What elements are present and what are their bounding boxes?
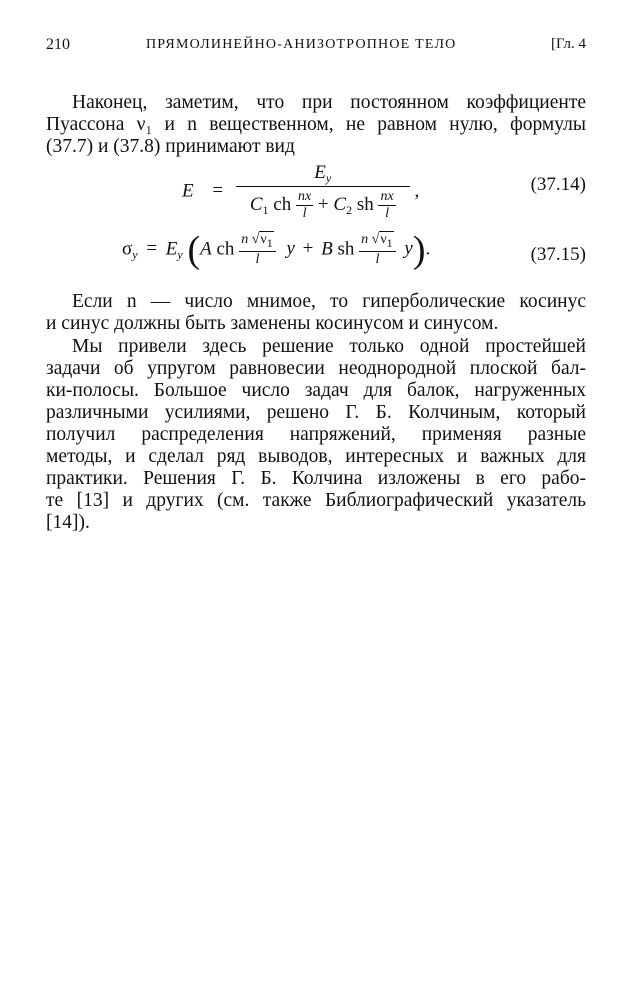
text-line: различными усилиями, решено Г. Б. Колчиным, который <box>46 402 586 423</box>
eq-equals: = <box>212 180 224 202</box>
y-symbol: y <box>404 238 413 260</box>
inner-numerator <box>359 232 396 251</box>
eq-trailing-comma: , <box>414 180 420 202</box>
inner-denominator: l <box>296 205 313 222</box>
inner-denominator: l <box>359 251 396 268</box>
page-header <box>46 36 586 60</box>
text-line: те [13] и других (см. также Библиографический указатель <box>46 490 586 511</box>
running-title: ПРЯМОЛИНЕЙНО-АНИЗОТРОПНОЕ ТЕЛО <box>146 37 457 52</box>
sinh-symbol: sh <box>356 193 374 215</box>
equation-37-15 <box>46 226 586 288</box>
inner-numerator: nx <box>297 189 312 204</box>
n-symbol: n <box>361 232 369 247</box>
eq-equals: = <box>146 238 158 260</box>
inner-fraction <box>378 189 395 222</box>
page-number: 210 <box>46 36 70 53</box>
numerator-symbol: E <box>314 162 326 183</box>
paragraph-imaginary-n <box>46 291 586 335</box>
chapter-label: [Гл. 4 <box>550 36 586 52</box>
sinh-symbol: sh <box>337 238 355 260</box>
equation-37-14 <box>46 160 586 226</box>
denominator-c2: C <box>333 193 347 215</box>
eq-denominator <box>236 186 410 222</box>
text-line: практики. Решения Г. Б. Колчина изложены в его рабо- <box>46 468 586 489</box>
text-line: Пуассона ν₁ и n вещественном, не равном нулю, формулы <box>46 114 586 135</box>
text-line: и синус должны быть заменены косинусом и синусом. <box>46 313 499 334</box>
denominator-c1: C <box>249 193 263 215</box>
n-symbol: n <box>241 232 249 247</box>
plus-sign: + <box>317 193 329 215</box>
nu-subscript: 1 <box>266 236 273 250</box>
cosh-symbol: ch <box>273 193 292 215</box>
inner-denominator: l <box>239 251 276 268</box>
y-symbol: y <box>286 238 295 260</box>
text-line: получил распределения напряжений, применяя разные <box>46 424 586 445</box>
nu-symbol: ν <box>380 232 387 247</box>
text-line: Если n — число мнимое, то гиперболические косинус <box>72 291 586 312</box>
sigma-subscript: y <box>132 247 138 262</box>
nu-subscript: 1 <box>386 236 393 250</box>
eq-fraction <box>236 162 410 222</box>
coef-subscript: y <box>177 247 183 262</box>
sigma-symbol: σ <box>122 238 133 260</box>
text-line: задачи об упругом равновесии неоднородной плоской бал- <box>46 358 586 379</box>
text-line: Мы привели здесь решение только одной простейшей <box>72 336 586 357</box>
equation-number: (37.14) <box>530 174 586 195</box>
coef-symbol: E <box>165 238 178 260</box>
equation-number: (37.15) <box>530 244 586 265</box>
constant-a: A <box>200 238 212 260</box>
inner-numerator: nx <box>380 189 394 204</box>
text-line: Наконец, заметим, что при постоянном коэффициенте <box>72 92 586 113</box>
c2-subscript: 2 <box>346 202 353 217</box>
left-paren: ( <box>187 229 201 271</box>
eq-trailing-period: . <box>425 238 431 260</box>
inner-numerator <box>239 232 276 251</box>
paragraph-kolchin <box>46 336 586 534</box>
text-line: [14]). <box>46 512 90 533</box>
inner-fraction <box>296 189 313 222</box>
c1-subscript: 1 <box>262 202 269 217</box>
plus-sign: + <box>302 238 314 260</box>
eq-lhs: E <box>182 180 194 202</box>
inner-fraction <box>359 232 396 268</box>
inner-fraction <box>239 232 276 268</box>
paragraph-intro <box>46 92 586 158</box>
right-paren: ) <box>412 229 426 271</box>
eq-numerator <box>236 162 410 186</box>
nu-symbol: ν <box>260 232 267 247</box>
inner-denominator: l <box>378 205 395 222</box>
numerator-subscript: y <box>325 171 332 185</box>
text-line: методы, и сделал ряд выводов, интересных и важных для <box>46 446 586 467</box>
text-line: (37.7) и (37.8) принимают вид <box>46 136 295 157</box>
sqrt-symbol: √ν1 <box>251 232 273 250</box>
constant-b: B <box>321 238 333 260</box>
text-line: ки-полосы. Большое число задач для балок, нагруженных <box>46 380 586 401</box>
sqrt-symbol: √ν1 <box>371 232 393 250</box>
cosh-symbol: ch <box>216 238 235 260</box>
